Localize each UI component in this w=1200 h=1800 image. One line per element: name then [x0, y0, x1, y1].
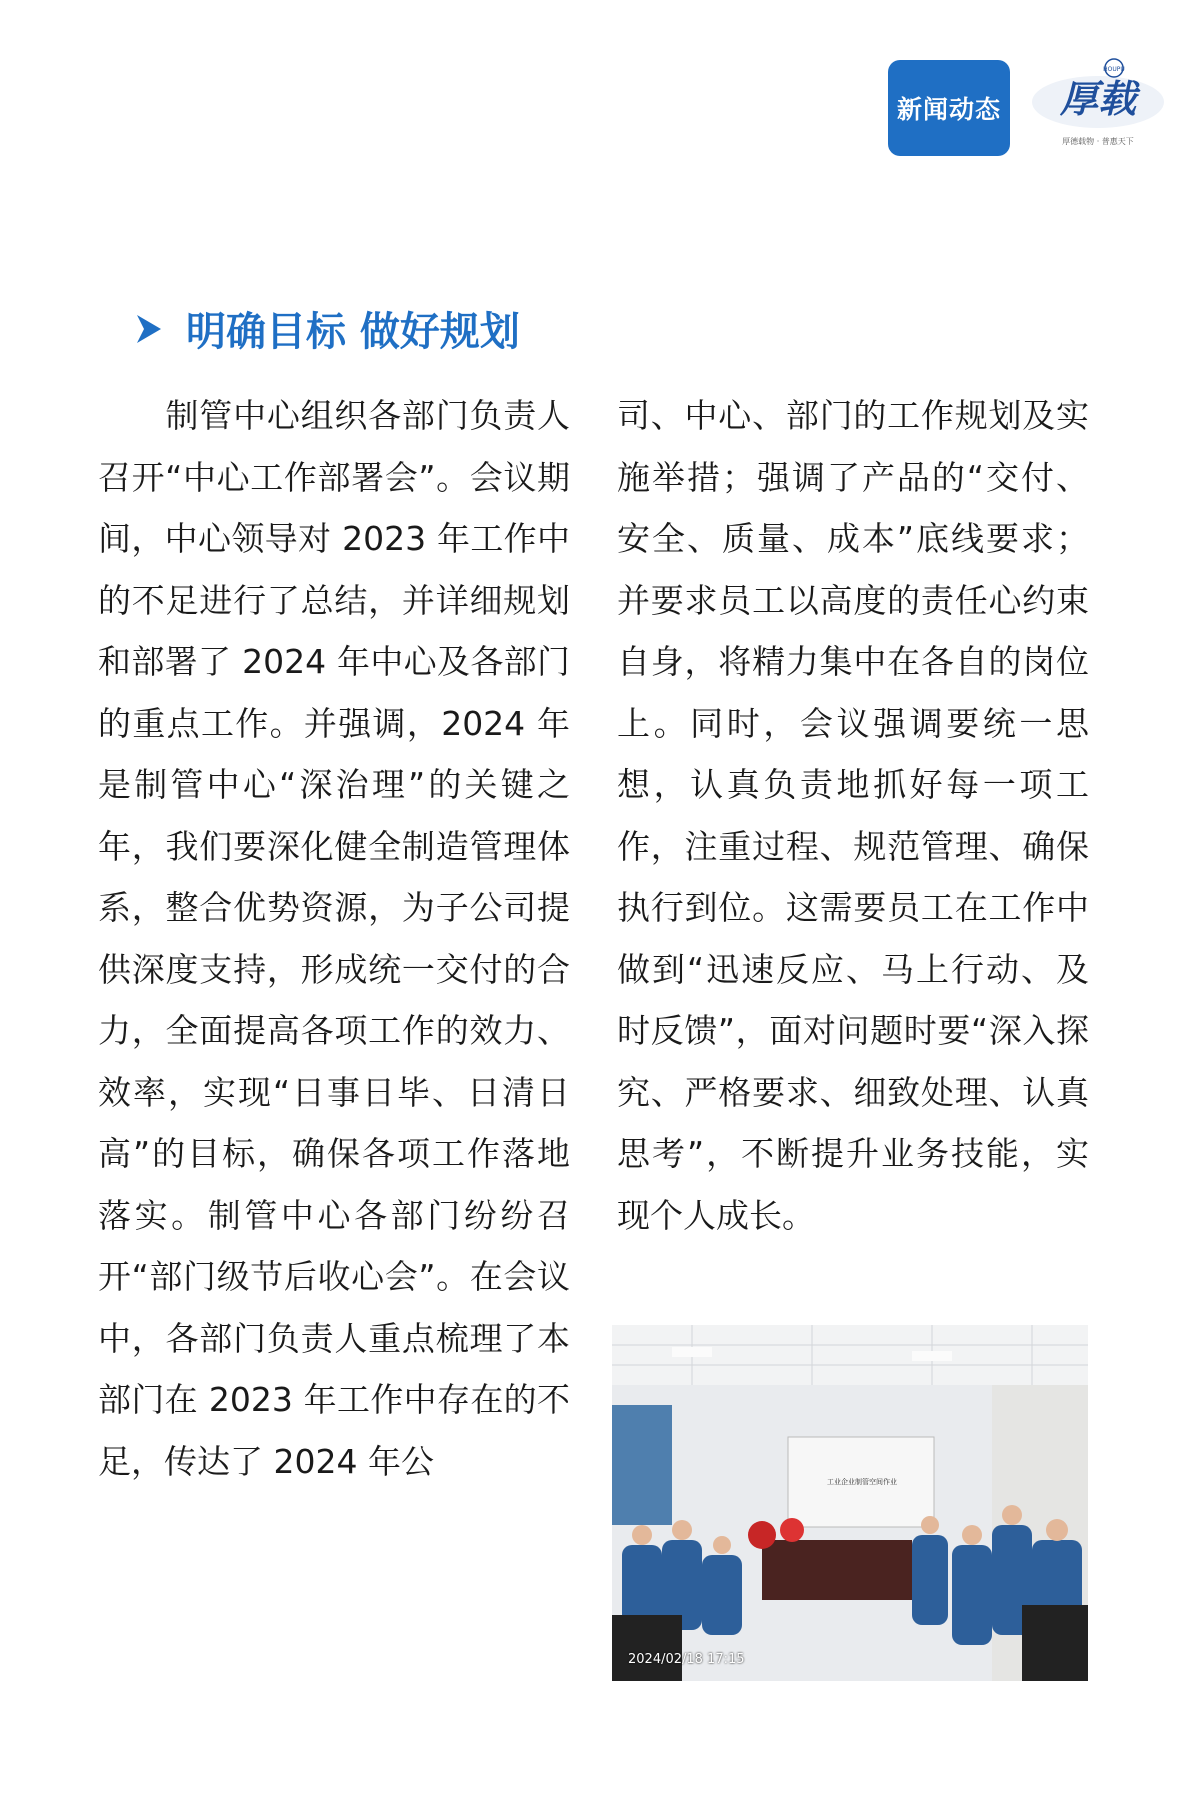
logo-icon: [1028, 52, 1168, 152]
meeting-photo: [612, 1325, 1088, 1681]
article-left-column: 制管中心组织各部门负责人召开“中心工作部署会”。会议期间，中心领导对 2023 年工作中的不足进行了总结，并详细规划和部署了 2024 年中心及各部门的重点工作。并强调，2024 年是制管中心“深治理”的关键之年，我们要深化健全制造管理体系，整合优势资源，为子公司提供深度支持，形成统一交付的合力，全面提高各项工作的效力、效率，实现“日事日毕、日清日高”的目标，确保各项工作落地落实。制管中心各部门纷纷召开“部门级节后收心会”。在会议中，各部门负责人重点梳理了本部门在 2023 年工作中存在的不足，传达了 2024 年公: [98, 396, 570, 1481]
company-logo: [1028, 52, 1168, 152]
svg-text:厚载: 厚载: [1059, 76, 1137, 121]
section-heading: [134, 300, 520, 357]
photo-timestamp: 2024/02/18 17:15: [628, 1652, 745, 1667]
section-title-text: 明确目标 做好规划: [186, 309, 520, 355]
article-right-column: 司、中心、部门的工作规划及实施举措；强调了产品的“交付、安全、质量、成本”底线要求；并要求员工以高度的责任心约束自身，将精力集中在各自的岗位上。同时，会议强调要统一思想，认真负责地抓好每一项工作，注重过程、规范管理、确保执行到位。这需要员工在工作中做到“迅速反应、马上行动、及时反馈”，面对问题时要“深入探究、严格要求、细致处理、认真思考”，不断提升业务技能，实现个人成长。: [617, 396, 1089, 1235]
projector-screen-text: 工业企业制管空间作业: [827, 1478, 897, 1486]
section-badge: 新闻动态: [888, 60, 1010, 156]
svg-text:HOUPU: HOUPU: [1103, 66, 1125, 73]
svg-text:厚德载物 · 普惠天下: 厚德载物 · 普惠天下: [1062, 137, 1134, 146]
arrow-right-icon: [134, 312, 164, 346]
